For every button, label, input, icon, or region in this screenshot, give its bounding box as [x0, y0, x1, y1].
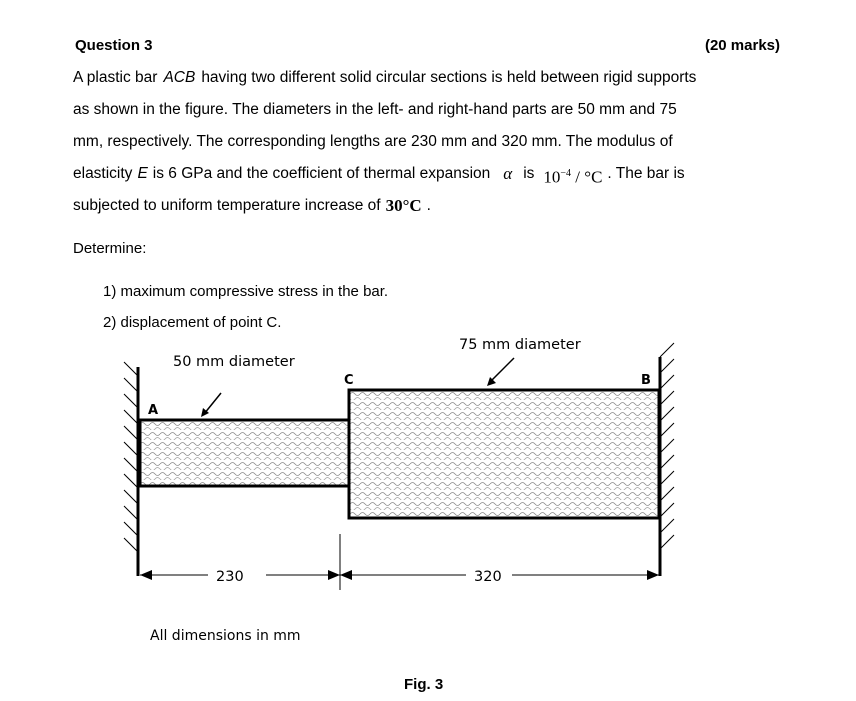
- statement-text: is 6 GPa and the coefficient of thermal expansion: [152, 165, 491, 182]
- expansion-base: 10: [543, 167, 561, 187]
- figure-caption: Fig. 3: [404, 676, 444, 693]
- bar-name: ACB: [163, 69, 196, 86]
- statement-text: A plastic bar: [73, 69, 158, 86]
- dimensions-note: All dimensions in mm: [150, 628, 301, 644]
- task-item: 2) displacement of point C.: [103, 314, 282, 331]
- temperature-increase: 30°C: [385, 196, 422, 215]
- statement-text: . The bar is: [607, 165, 685, 182]
- question-title: Question 3: [75, 37, 153, 54]
- task-item: 1) maximum compressive stress in the bar.: [103, 283, 389, 300]
- left-length-dimension: 230: [216, 569, 244, 585]
- expansion-unit: / °C: [575, 167, 603, 187]
- right-bar-section: [349, 390, 659, 518]
- point-b-label: B: [641, 373, 651, 388]
- statement-text: .: [426, 197, 431, 214]
- right-support: [660, 343, 674, 576]
- right-leader-line: [490, 358, 514, 382]
- left-diameter-label: 50 mm diameter: [173, 354, 295, 370]
- statement-text: mm, respectively. The corresponding lengths are 230 mm and 320 mm. The modulus of: [73, 133, 673, 150]
- statement-text: having two different solid circular sections is held between rigid supports: [201, 69, 697, 86]
- right-diameter-label: 75 mm diameter: [459, 337, 581, 353]
- statement-text: as shown in the figure. The diameters in the left- and right-hand parts are 50 mm and 75: [73, 101, 677, 118]
- statement-text: elasticity: [73, 165, 133, 182]
- alpha-symbol: α: [503, 164, 513, 183]
- left-bar-section: [140, 420, 349, 486]
- left-support: [124, 362, 138, 576]
- determine-heading: Determine:: [73, 240, 147, 257]
- point-a-label: A: [148, 403, 159, 418]
- question-marks: (20 marks): [704, 37, 780, 54]
- right-length-dimension: 320: [474, 569, 502, 585]
- statement-text: is: [523, 165, 535, 182]
- point-c-label: C: [344, 373, 354, 388]
- statement-text: subjected to uniform temperature increase of: [73, 197, 381, 214]
- expansion-exponent: −4: [560, 168, 572, 179]
- modulus-symbol: E: [137, 165, 148, 182]
- left-leader-line: [204, 393, 221, 414]
